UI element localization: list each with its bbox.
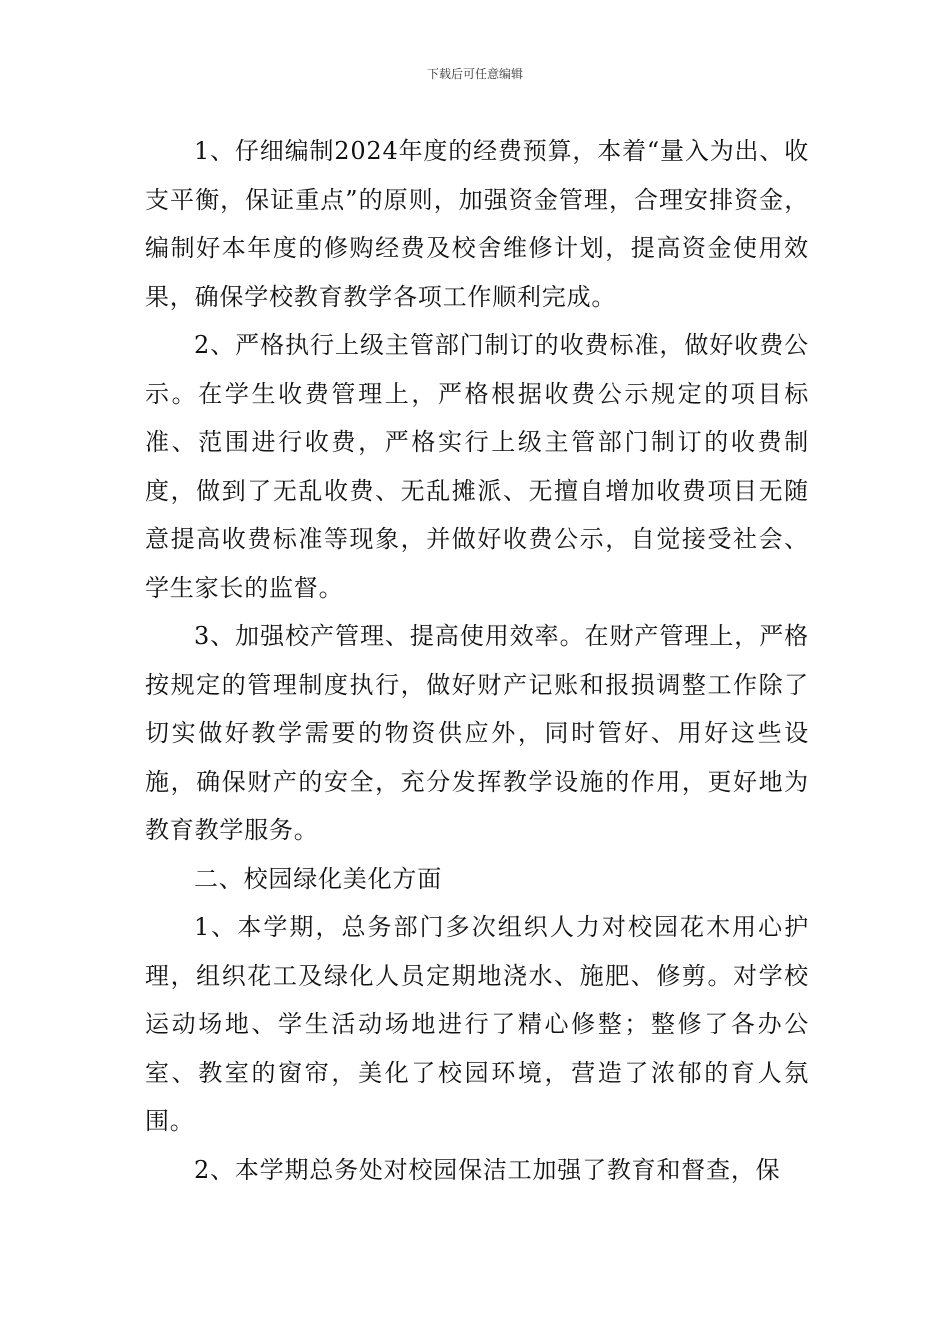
paragraph-assets: 3、加强校产管理、提高使用效率。在财产管理上，严格按规定的管理制度执行，做好财产记账和报损调整工作除了切实做好教学需要的物资供应外，同时管好、用好这些设施，确保财产的安全，充分发挥教学设施的作用，更好地为教育教学服务。 [145, 622, 809, 844]
paragraph-budget: 1、仔细编制2024年度的经费预算，本着“量入为出、收支平衡，保证重点”的原则，加强资金管理，合理安排资金，编制好本年度的修购经费及校舍维修计划，提高资金使用效果，确保学校教育教学各项工作顺利完成。 [145, 137, 809, 311]
paragraph-cleaning: 2、本学期总务处对校园保洁工加强了教育和督查，保 [194, 1155, 781, 1184]
section-heading-greening: 二、校园绿化美化方面 [194, 864, 442, 893]
document-body [145, 127, 809, 1194]
paragraph-greening: 1、本学期，总务部门多次组织人力对校园花木用心护理，组织花工及绿化人员定期地浇水、施肥、修剪。对学校运动场地、学生活动场地进行了精心修整；整修了各办公室、教室的窗帘，美化了校园环境，营造了浓郁的育人氛围。 [145, 913, 809, 1135]
paragraph-fees: 2、严格执行上级主管部门制订的收费标准，做好收费公示。在学生收费管理上，严格根据收费公示规定的项目标准、范围进行收费，严格实行上级主管部门制订的收费制度，做到了无乱收费、无乱摊派、无擅自增加收费项目无随意提高收费标准等现象，并做好收费公示，自觉接受社会、学生家长的监督。 [145, 331, 809, 602]
header-note: 下载后可任意编辑 [426, 67, 523, 81]
